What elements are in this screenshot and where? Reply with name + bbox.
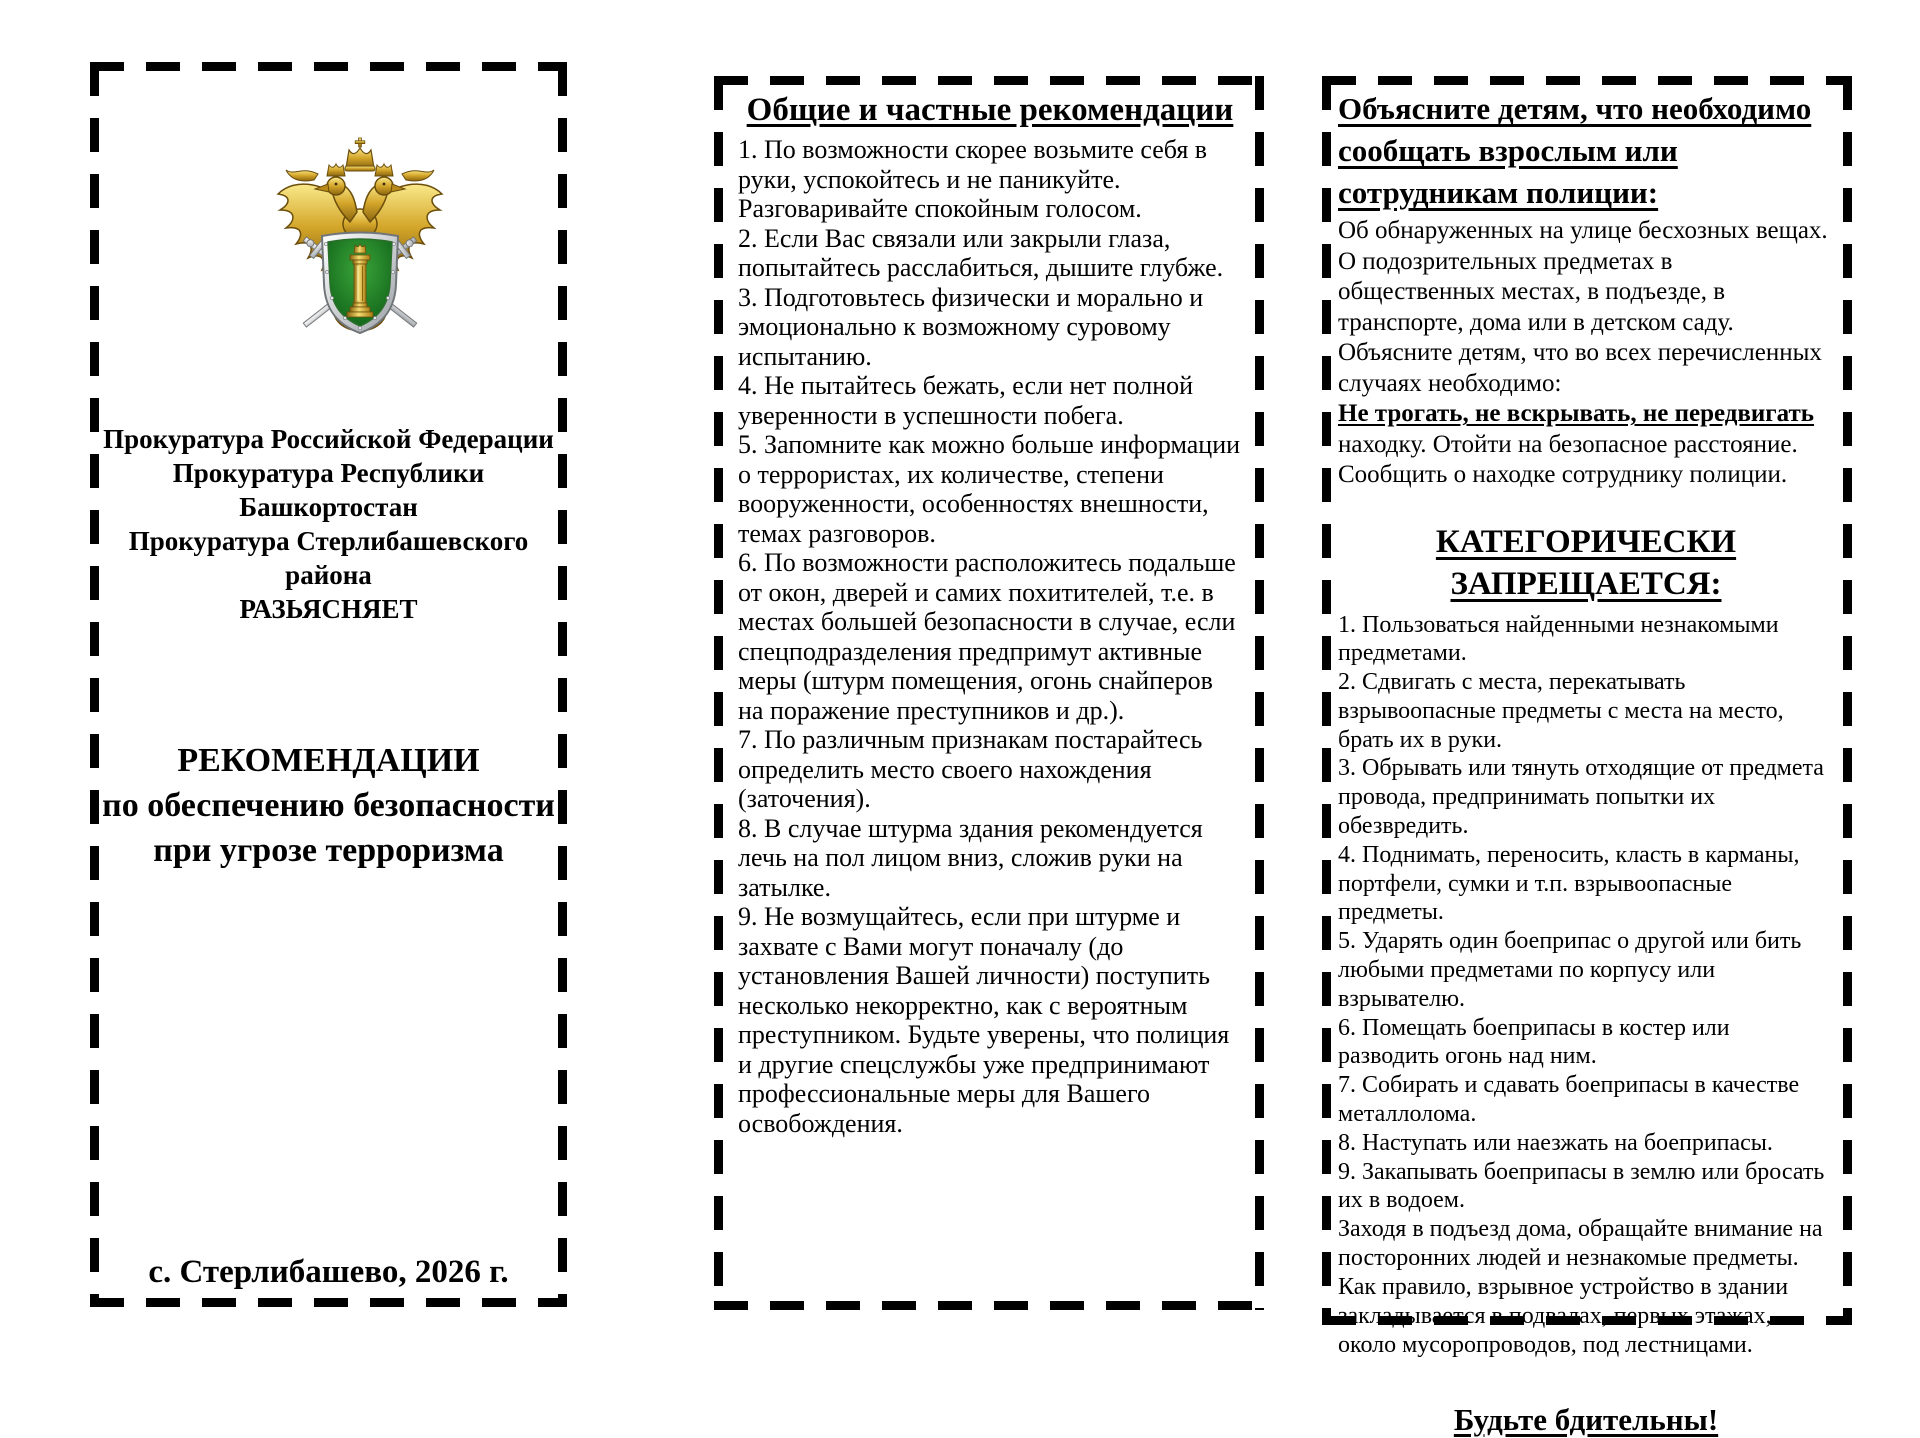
list-item: 5. Ударять один боеприпас о другой или бить любыми предметами по корпусу или взрывателю. [1338,928,1802,1012]
rule-bold-text: Не трогать, не вскрывать, не передвигать [1338,400,1815,427]
title-line: РЕКОМЕНДАЦИИ [177,742,480,779]
prohibited-heading: КАТЕГОРИЧЕСКИ ЗАПРЕЩАЕТСЯ: [1435,523,1737,602]
list-item: 1. По возможности скорее возьмите себя в руки, успокойтесь и не паникуйте. Разговаривайте спокойным голосом. [738,135,1208,223]
title-line: при угрозе терроризма [153,832,504,869]
children-heading: Объясните детям, что необходимо сообщать взрослым или сотрудникам полиции: [1338,91,1812,210]
list-item: 9. Закапывать боеприпасы в землю или бросать их в водоем. [1338,1158,1825,1214]
list-item: 7. По различным признакам постарайтесь определить место своего нахождения (заточения). [738,725,1203,813]
list-item: 8. В случае штурма здания рекомендуется лечь на пол лицом вниз, сложив руки на затылке. [738,813,1203,902]
list-item: 4. Не пытайтесь бежать, если нет полной уверенности в успешности побега. [738,371,1194,430]
list-item: 7. Собирать и сдавать боеприпасы в качестве металлолома. [1338,1072,1800,1128]
list-item: 1. Пользоваться найденными незнакомыми предметами. [1338,611,1779,667]
list-item: 3. Подготовьтесь физически и морально и эмоционально к возможному суровому испытанию. [738,282,1204,371]
list-item: 2. Сдвигать с места, перекатывать взрывоопасные предметы с места на место, брать их в руки. [1338,669,1784,753]
vigilance-footer: Будьте бдительны! [1453,1402,1719,1438]
rule-rest-text: находку. Отойти на безопасное расстояние. Сообщить о находке сотруднику полиции. [1338,430,1798,488]
recommendations-panel [714,76,1264,1310]
closing-paragraph: Заходя в подъезд дома, обращайте внимание на посторонних людей и незнакомые предметы. Как правило, взрывное устройство в здании закладывается в подвалах, первых этажах, около мусоропроводов, под лестницами. [1338,1216,1823,1359]
children-rule [1338,399,1834,491]
list-item: 3. Обрывать или тянуть отходящие от предмета провода, предпринимать попытки их обезвредить. [1338,755,1824,840]
list-item: 8. Наступать или наезжать на боеприпасы. [1338,1129,1773,1156]
org-block [90,422,567,626]
cover-footer: с. Стерлибашево, 2026 г. [148,1254,509,1290]
children-warning-panel [1322,76,1852,1438]
cover-panel [90,62,567,1307]
org-line: Прокуратура Стерлибашевского района [128,526,529,590]
list-item: 9. Не возмущайтесь, если при штурме и захвате с Вами могут поначалу (до установления Вашей личности) поступить несколько некорректно, как с вероятным преступником. Будьте уверены, что полиция и другие спецслужбы уже предпринимают профессиональные меры для Вашего освобождения. [738,902,1230,1138]
title-line: по обеспечению безопасности [102,787,555,824]
list-item: 2. Если Вас связали или закрыли глаза, попытайтесь расслабиться, дышите глубже. [738,223,1224,282]
recommendations-heading: Общие и частные рекомендации [746,92,1234,128]
brochure-title [90,738,567,873]
list-item: 5. Запомните как можно больше информации о террористах, их количестве, степени вооруженности, особенностях внешности, темах разговоров. [738,430,1241,548]
org-line: РАЗЬЯСНЯЕТ [239,594,418,624]
org-line: Прокуратура Российской Федерации [103,424,554,454]
list-item: 6. По возможности расположитесь подальше от окон, дверей и самих похитителей, т.е. в местах большей безопасности в случае, если спецподразделения предпримут активные меры (штурм помещения, огонь снайперов на поражение преступников и др.). [738,548,1236,725]
list-item: 6. Помещать боеприпасы в костер или разводить огонь над ним. [1338,1014,1730,1070]
prosecutor-emblem-icon [270,132,450,332]
org-line: Прокуратура Республики Башкортостан [172,458,485,522]
list-item: 4. Поднимать, переносить, класть в карманы, портфели, сумки и т.п. взрывоопасные предметы. [1338,841,1800,926]
children-intro: Об обнаруженных на улице бесхозных вещах. О подозрительных предметах в общественных местах, в подъезде, в транспорте, дома или в детском саду. Объясните детям, что во всех перечисленных случаях необходимо: [1338,217,1828,397]
